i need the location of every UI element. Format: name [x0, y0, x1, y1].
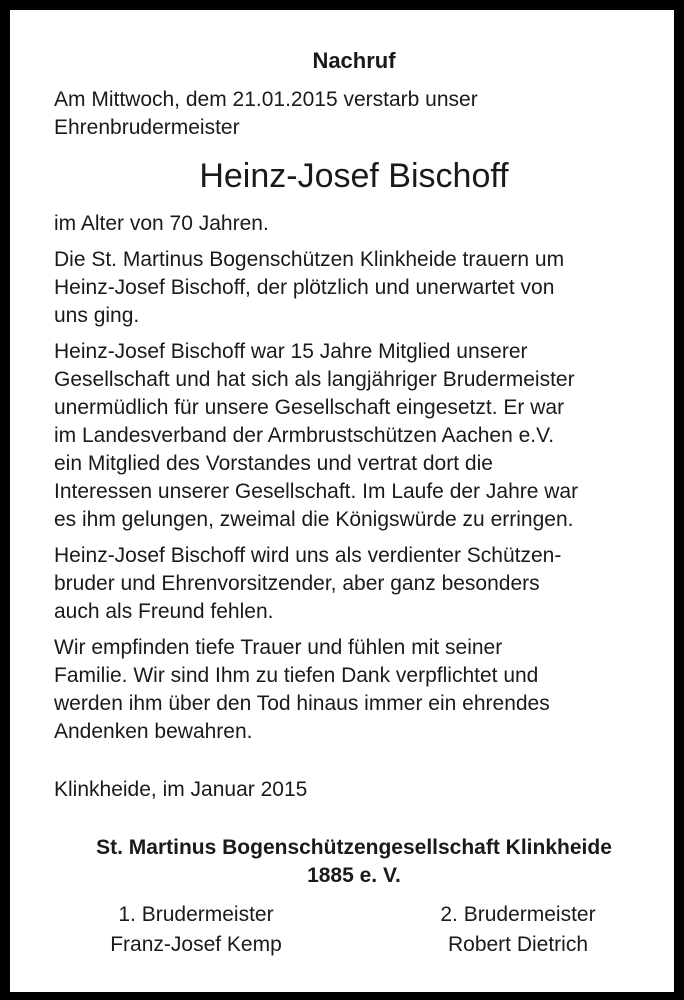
- text-line: es ihm gelungen, zweimal die Königswürde zu erringen.: [54, 508, 574, 531]
- text-line: Heinz-Josef Bischoff, der plötzlich und unerwartet von: [54, 276, 555, 299]
- text-line: Gesellschaft und hat sich als langjähriger Brudermeister: [54, 368, 575, 391]
- signatory-first: [66, 900, 326, 960]
- signatory-second: [388, 900, 648, 960]
- notice-content: [54, 44, 654, 960]
- signatory-name: Robert Dietrich: [447, 933, 589, 956]
- age-line: im Alter von 70 Jahren.: [54, 212, 269, 235]
- text-line: Andenken bewahren.: [54, 720, 253, 743]
- intro-line: Ehrenbrudermeister: [54, 116, 240, 139]
- paragraph-membership: [54, 338, 654, 534]
- signatory-name: Franz-Josef Kemp: [110, 933, 282, 956]
- place-date: Klinkheide, im Januar 2015: [54, 778, 308, 801]
- text-line: bruder und Ehrenvorsitzender, aber ganz besonders: [54, 572, 540, 595]
- deceased-name: Heinz-Josef Bischoff: [199, 157, 509, 195]
- text-line: auch als Freund fehlen.: [54, 600, 274, 623]
- text-line: Die St. Martinus Bogenschützen Klinkheide trauern um: [54, 248, 565, 271]
- signatory-role: 1. Brudermeister: [118, 903, 274, 926]
- text-line: Heinz-Josef Bischoff war 15 Jahre Mitglied unserer: [54, 340, 528, 363]
- paragraph-remembrance: [54, 542, 654, 626]
- signatory-role: 2. Brudermeister: [440, 903, 596, 926]
- text-line: Familie. Wir sind Ihm zu tiefen Dank verpflichtet und: [54, 664, 539, 687]
- intro-line: Am Mittwoch, dem 21.01.2015 verstarb unser: [54, 88, 478, 111]
- signatories: [54, 900, 654, 960]
- text-line: im Landesverband der Armbrustschützen Aachen e.V.: [54, 424, 555, 447]
- text-line: Interessen unserer Gesellschaft. Im Laufe der Jahre war: [54, 480, 579, 503]
- organization-line: St. Martinus Bogenschützengesellschaft Klinkheide: [96, 836, 612, 859]
- notice-title: Nachruf: [312, 48, 396, 73]
- organization-name: [54, 834, 654, 890]
- text-line: ein Mitglied des Vorstandes und vertrat dort die: [54, 452, 493, 475]
- paragraph-mourning: [54, 246, 654, 330]
- text-line: uns ging.: [54, 304, 140, 327]
- text-line: werden ihm über den Tod hinaus immer ein ehrendes: [54, 692, 550, 715]
- text-line: Wir empfinden tiefe Trauer und fühlen mit seiner: [54, 636, 503, 659]
- organization-line: 1885 e. V.: [307, 864, 401, 887]
- intro-text: [54, 86, 654, 142]
- text-line: Heinz-Josef Bischoff wird uns als verdienter Schützen-: [54, 544, 562, 567]
- text-line: unermüdlich für unsere Gesellschaft eingesetzt. Er war: [54, 396, 565, 419]
- paragraph-condolence: [54, 634, 654, 746]
